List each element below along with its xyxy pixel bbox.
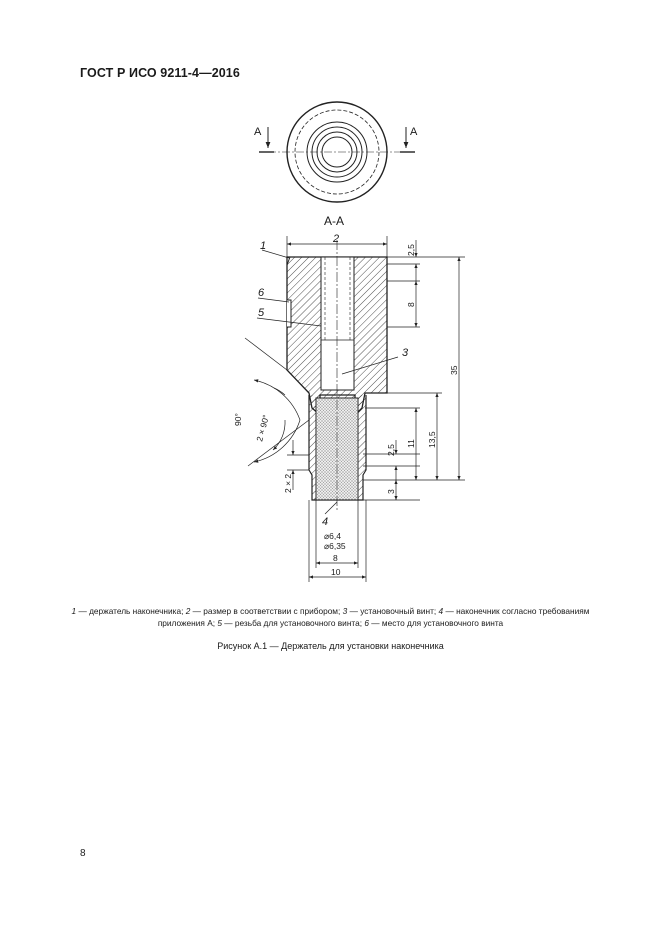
legend-text-6: место для установочного винта: [381, 618, 504, 628]
legend-num-4: 4: [438, 606, 444, 616]
legend-num-3: 3: [342, 606, 348, 616]
dim-width-8: 8: [333, 553, 338, 563]
legend-text-4: наконечник согласно требованиям приложения А;: [157, 606, 590, 628]
dim-dia-6-35: ⌀6,35: [324, 541, 346, 551]
dim-8: 8: [406, 302, 416, 307]
dim-2-5-low: 2,5: [386, 444, 396, 456]
callout-4: 4: [322, 516, 329, 528]
section-title: А-А: [324, 214, 345, 228]
callout-1: 1: [260, 240, 267, 252]
legend-num-2: 2: [185, 606, 191, 616]
dim-2-5-top: 2,5: [406, 244, 416, 256]
callout-2: 2: [333, 233, 340, 245]
callout-5: 5: [258, 307, 265, 319]
dim-3: 3: [386, 489, 396, 494]
legend-num-5: 5: [217, 618, 222, 628]
section-mark-left: A: [254, 126, 262, 138]
dim-13-5: 13,5: [427, 431, 437, 448]
page-number: 8: [80, 848, 86, 859]
legend-text-2: размер в соответствии с прибором;: [203, 606, 341, 616]
legend-num-6: 6: [364, 618, 369, 628]
section-mark-right: A: [410, 126, 418, 138]
angle-2x90: 2 × 90°: [254, 413, 271, 443]
legend-text-3: установочный винт;: [360, 606, 437, 616]
callout-3: 3: [402, 347, 409, 359]
legend-num-1: 1: [71, 606, 77, 616]
figure-caption: Рисунок А.1 — Держатель для установки наконечника: [217, 641, 444, 651]
legend-text-5: резьба для установочного винта;: [234, 618, 363, 628]
dim-11: 11: [406, 439, 416, 448]
section-view: [287, 240, 387, 512]
dim-dia-6-4: ⌀6,4: [324, 531, 341, 541]
callout-6: 6: [258, 287, 265, 299]
figure-legend: 1 — держатель наконечника; 2 — размер в соответствии с прибором; 3 — установочный винт; 4 — наконечник согласно требованиям приложения А; 5 — резьба для установочного винта; 6 — место для установочного винта: [71, 606, 590, 628]
document-header: ГОСТ Р ИСО 9211-4—2016: [80, 66, 240, 80]
dim-35: 35: [449, 365, 459, 375]
angle-90: 90°: [233, 413, 243, 426]
top-view: [254, 102, 418, 228]
dim-2x2: 2 × 2: [283, 473, 293, 493]
legend-text-1: держатель наконечника;: [89, 606, 184, 616]
dim-width-10: 10: [331, 567, 341, 577]
